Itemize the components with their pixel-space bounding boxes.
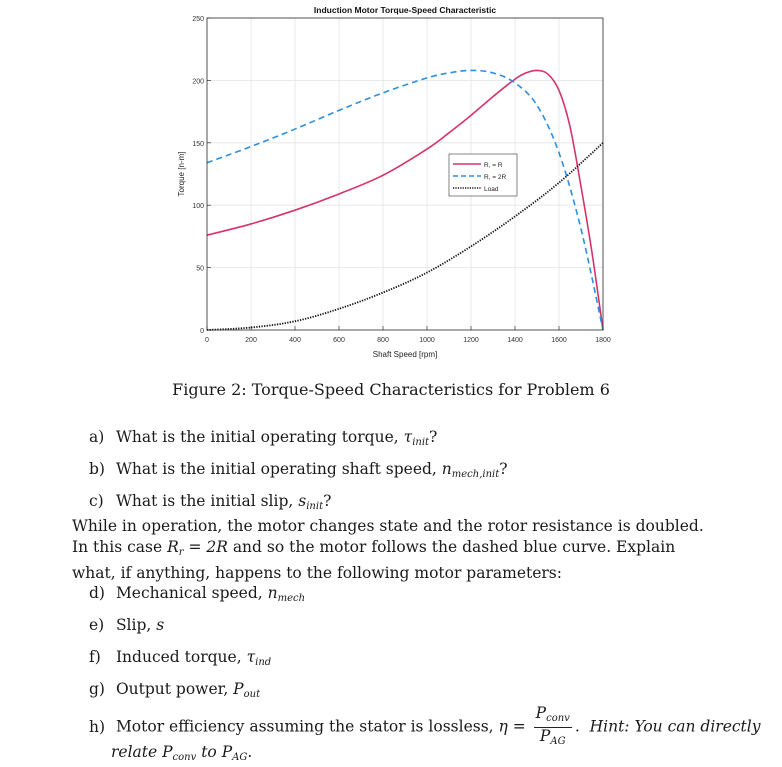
question-g xyxy=(89,680,260,700)
subscript: init xyxy=(412,437,430,448)
chart-title: Induction Motor Torque-Speed Characteristic xyxy=(313,5,497,15)
symbol: τ xyxy=(246,648,256,666)
question-label: h) xyxy=(89,717,106,736)
y-axis-label: Torque [n-m] xyxy=(177,151,186,197)
line2-text-b: to xyxy=(196,743,222,761)
eta-symbol: η = xyxy=(498,717,526,736)
fraction-numerator: $P_{conv}$ xyxy=(534,705,572,728)
question-label: f) xyxy=(89,648,101,666)
symbol: P xyxy=(233,680,244,698)
figure-caption: Figure 2: Torque-Speed Characteristics for Problem 6 xyxy=(172,380,610,399)
x-axis-label: Shaft Speed [rpm] xyxy=(372,350,438,359)
question-e xyxy=(89,616,164,636)
subscript: out xyxy=(243,689,261,700)
p-ag-sub: AG xyxy=(232,752,248,763)
question-h-line2: relate $P_{conv}$ to $P_{AG}$. xyxy=(111,743,253,763)
y-tick-label: 100 xyxy=(192,203,204,211)
question-text: Output power, xyxy=(115,680,234,698)
symbol: s xyxy=(156,616,165,634)
subscript: init xyxy=(306,501,324,512)
legend-label-load: Load xyxy=(484,186,499,193)
question-end: ? xyxy=(429,428,438,446)
x-tick-label: 1400 xyxy=(507,337,523,344)
question-label: d) xyxy=(89,584,105,602)
question-label: g) xyxy=(89,680,105,698)
question-c xyxy=(89,492,331,512)
question-label: b) xyxy=(89,460,105,478)
question-text: What is the initial slip, xyxy=(115,492,299,510)
eq-rhs: = 2R xyxy=(183,538,228,556)
question-end: ? xyxy=(499,460,508,478)
y-tick-label: 200 xyxy=(192,78,204,86)
question-text: Induced torque, xyxy=(115,648,247,666)
x-tick-label: 0 xyxy=(205,337,209,344)
x-tick-label: 1000 xyxy=(419,337,435,344)
question-b xyxy=(89,460,508,480)
subscript: mech xyxy=(277,593,306,604)
subscript: ind xyxy=(255,657,272,668)
question-d xyxy=(89,584,305,604)
x-tick-label: 800 xyxy=(377,337,389,344)
p-conv-sub: conv xyxy=(172,752,197,763)
paragraph-text-1: While in operation, the motor changes state and the rotor resistance is doubled. In this case xyxy=(72,517,704,556)
paragraph-text-2: and so the motor follows the dashed blue curve. Explain what, if anything, happens to the following motor parameters: xyxy=(72,538,676,582)
eq-sub: r xyxy=(178,547,184,558)
p-ag: P xyxy=(221,743,233,761)
symbol: n xyxy=(441,460,452,478)
fraction-denominator: $P_{AG}$ xyxy=(539,727,566,747)
x-tick-label: 1600 xyxy=(551,337,567,344)
legend-box xyxy=(449,154,517,196)
y-tick-label: 250 xyxy=(192,16,204,23)
question-text: What is the initial operating torque, xyxy=(115,428,404,446)
question-text: Motor efficiency assuming the stator is lossless, xyxy=(115,717,499,736)
legend-label-rr-2r: R, = 2R xyxy=(484,174,507,181)
symbol: τ xyxy=(403,428,413,446)
question-text: Slip, xyxy=(115,616,157,634)
x-tick-label: 600 xyxy=(333,337,345,344)
question-text: What is the initial operating shaft speed, xyxy=(115,460,442,478)
torque-speed-chart xyxy=(0,0,782,372)
question-f xyxy=(89,648,271,668)
x-tick-label: 400 xyxy=(289,337,301,344)
symbol: s xyxy=(298,492,307,510)
subscript: mech,init xyxy=(451,469,500,480)
y-tick-label: 50 xyxy=(196,265,204,273)
x-tick-label: 200 xyxy=(245,337,257,344)
x-tick-label: 1800 xyxy=(595,337,611,344)
question-h: h) Motor efficiency assuming the stator is lossless, η = $\frac{P_{conv}}{P_{AG}}$ . Hint: You can directly xyxy=(89,705,761,750)
hint-text: Hint: You can directly xyxy=(589,717,761,736)
x-tick-label: 1200 xyxy=(463,337,479,344)
scenario-paragraph xyxy=(72,516,722,584)
question-end: ? xyxy=(323,492,332,510)
question-label: c) xyxy=(89,492,104,510)
symbol: n xyxy=(267,584,278,602)
p-conv: P xyxy=(162,743,173,761)
eq-lhs: R xyxy=(167,538,179,556)
efficiency-fraction xyxy=(534,705,572,750)
y-tick-label: 150 xyxy=(192,140,204,148)
legend xyxy=(449,154,517,196)
question-text: Mechanical speed, xyxy=(115,584,268,602)
question-label: a) xyxy=(89,428,105,446)
line2-text-a: relate xyxy=(111,743,163,761)
question-label: e) xyxy=(89,616,105,634)
question-a xyxy=(89,428,437,448)
plot-background xyxy=(207,18,603,330)
legend-label-rr-r: R, = R xyxy=(484,162,503,169)
y-tick-label: 0 xyxy=(200,328,204,335)
